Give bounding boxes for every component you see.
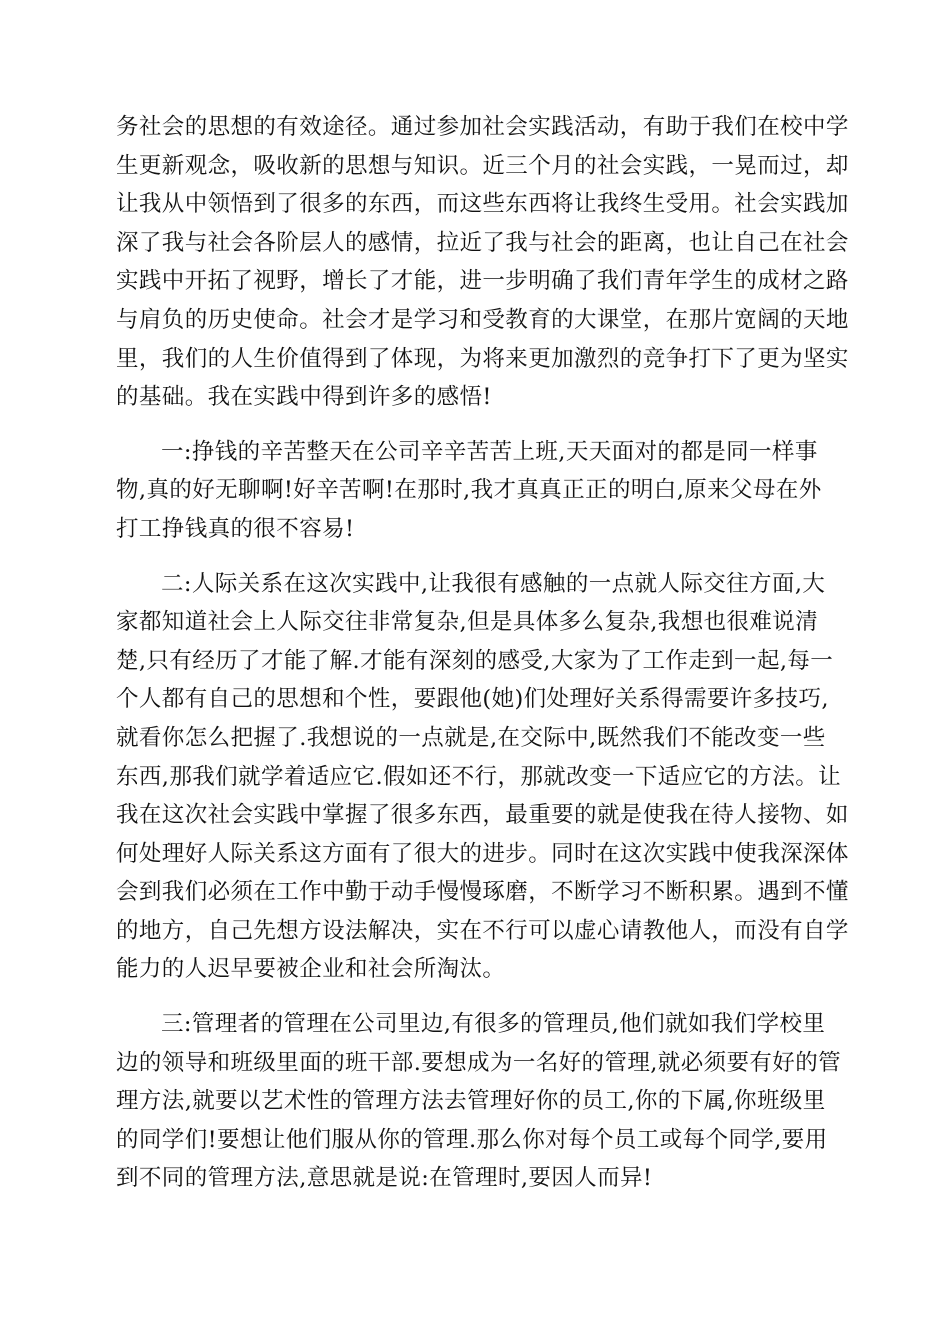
text-line: 会到我们必须在工作中勤于动手慢慢琢磨，不断学习不断积累。遇到不懂 [116,879,849,906]
document-body [116,108,849,1198]
text-line: 生更新观念，吸收新的思想与知识。近三个月的社会实践，一晃而过，却 [116,152,849,179]
paragraph-social-practice-summary [116,108,849,417]
text-line: 物,真的好无聊啊!好辛苦啊!在那时,我才真真正正的明白,原来父母在外 [116,477,822,504]
text-line: 个人都有自己的思想和个性，要跟他(她)们处理好关系得需要许多技巧, [116,686,829,713]
text-line: 与肩负的历史使命。社会才是学习和受教育的大课堂，在那片宽阔的天地 [116,306,849,333]
text-line: 实践中开拓了视野，增长了才能，进一步明确了我们青年学生的成材之路 [116,268,849,295]
text-line: 到不同的管理方法,意思就是说:在管理时,要因人而异! [116,1165,653,1192]
text-line: 务社会的思想的有效途径。通过参加社会实践活动，有助于我们在校中学 [116,114,849,140]
text-line: 我在这次社会实践中掌握了很多东西，最重要的就是使我在待人接物、如 [116,802,849,829]
text-line: 打工挣钱真的很不容易! [116,515,355,542]
text-line: 的同学们!要想让他们服从你的管理.那么你对每个员工或每个同学,要用 [116,1126,828,1153]
text-line: 理方法,就要以艺术性的管理方法去管理好你的员工,你的下属,你班级里 [116,1088,826,1115]
paragraph-earning-money [116,433,836,549]
text-line: 里，我们的人生价值得到了体现，为将来更加激烈的竞争打下了更为坚实 [116,345,849,372]
text-line: 让我从中领悟到了很多的东西，而这些东西将让我终生受用。社会实践加 [116,191,849,218]
text-line: 的地方，自己先想方设法解决，实在不行可以虚心请教他人，而没有自学 [116,917,849,944]
text-line: 楚,只有经历了才能了解.才能有深刻的感受,大家为了工作走到一起,每一 [116,647,834,674]
text-line: 家都知道社会上人际交往非常复杂,但是具体多么复杂,我想也很难说清 [116,609,819,636]
text-line: 深了我与社会各阶层人的感情，拉近了我与社会的距离，也让自己在社会 [116,229,849,256]
text-line: 一:挣钱的辛苦整天在公司辛辛苦苦上班,天天面对的都是同一样事 [161,438,818,465]
text-line: 就看你怎么把握了.我想说的一点就是,在交际中,既然我们不能改变一些 [116,724,826,751]
paragraph-management [116,1005,842,1198]
text-line: 的基础。我在实践中得到许多的感悟! [116,384,492,411]
text-line: 二:人际关系在这次实践中,让我很有感触的一点就人际交往方面,大 [161,570,826,597]
paragraph-interpersonal-relations [116,565,849,990]
text-line: 何处理好人际关系这方面有了很大的进步。同时在这次实践中使我深深体 [116,840,849,867]
text-line: 能力的人迟早要被企业和社会所淘汰。 [116,956,506,983]
text-line: 三:管理者的管理在公司里边,有很多的管理员,他们就如我们学校里 [161,1011,826,1038]
text-line: 东西,那我们就学着适应它.假如还不行，那就改变一下适应它的方法。让 [116,763,842,790]
text-line: 边的领导和班级里面的班干部.要想成为一名好的管理,就必须要有好的管 [116,1049,842,1076]
